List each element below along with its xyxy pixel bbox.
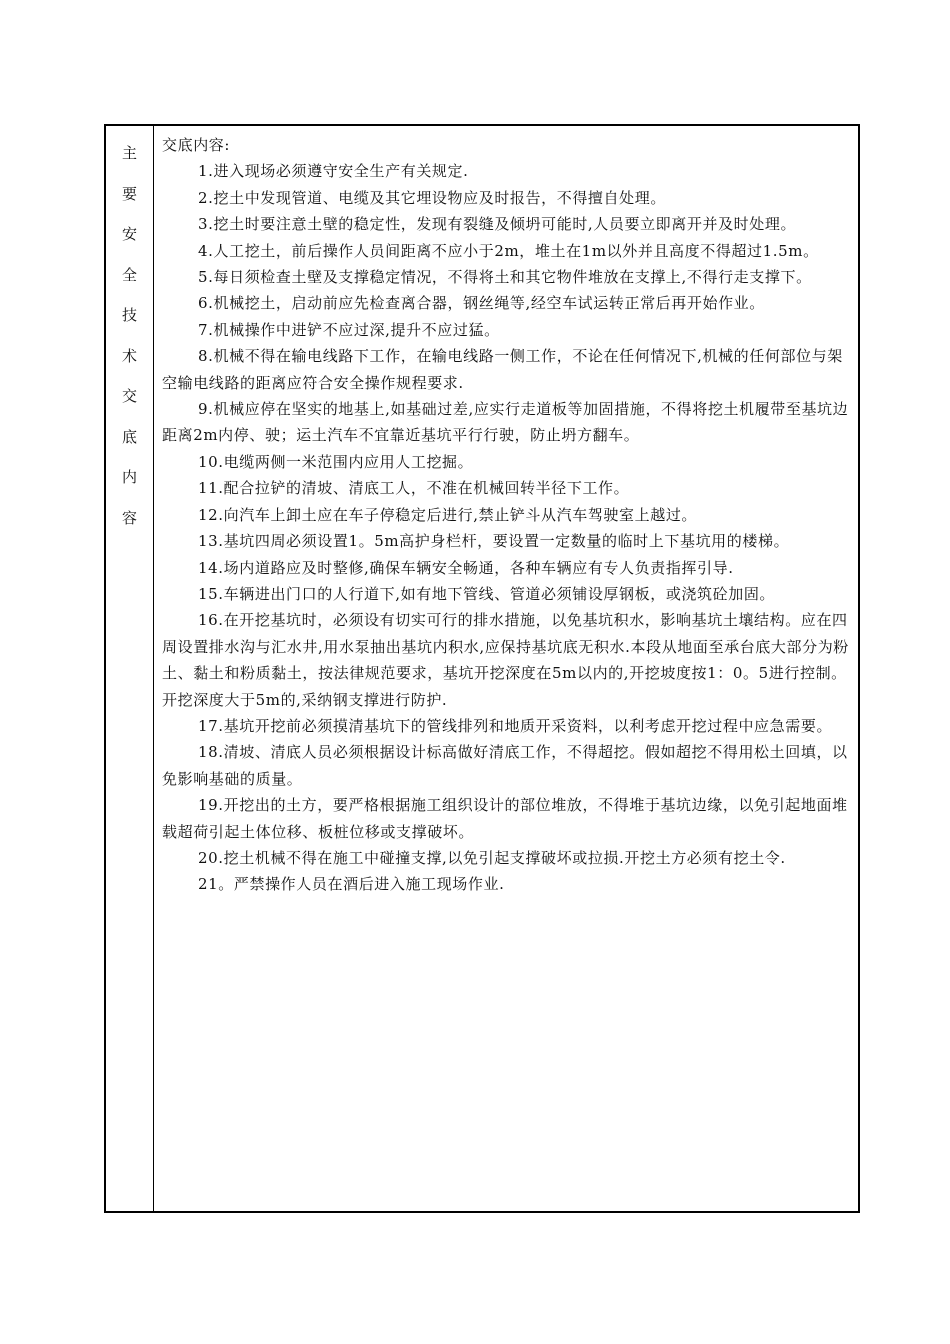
content-item: 21。严禁操作人员在酒后进入施工现场作业. [198,875,505,894]
side-label-char: 内 [121,468,137,486]
content-item: 14.场内道路应及时整修,确保车辆安全畅通，各种车辆应有专人负责指挥引导. [198,558,734,577]
side-label-char: 全 [121,265,137,284]
side-label [106,126,153,538]
disclosure-table [104,124,860,1213]
content-item: 12.向汽车上卸土应在车子停稳定后进行,禁止铲斗从汽车驾驶室上越过。 [198,505,698,524]
content-item: 1.进入现场必须遵守安全生产有关规定. [198,162,469,181]
content-item: 18.清坡、清底人员必须根据设计标高做好清底工作，不得超挖。假如超挖不得用松土回填，以免影响基础的质量。 [162,743,848,788]
content-item: 10.电缆两侧一米范围内应用人工挖掘。 [198,452,474,471]
content-item: 7.机械操作中进铲不应过深,提升不应过猛。 [198,320,500,339]
content-heading: 交底内容: [162,136,231,154]
side-label-char: 术 [121,346,137,365]
content-item: 20.挖土机械不得在施工中碰撞支撑,以免引起支撑破坏或拉损.开挖土方必须有挖土令. [198,848,786,867]
side-label-column [106,126,154,1211]
content-item: 5.每日须检查土壁及支撑稳定情况，不得将土和其它物件堆放在支撑上,不得行走支撑下。 [198,268,812,287]
content-item: 17.基坑开挖前必须摸清基坑下的管线排列和地质开采资料，以利考虑开挖过程中应急需要。 [198,716,833,735]
content-item: 13.基坑四周必须设置1。5m高护身栏杆，要设置一定数量的临时上下基坑用的楼梯。 [198,532,790,551]
side-label-char: 主 [121,144,137,162]
content-item: 3.挖土时要注意土壁的稳定性，发现有裂缝及倾坍可能时,人员要立即离开并及时处理。 [198,215,797,234]
side-label-char: 底 [121,427,137,446]
content-item: 19.开挖出的土方，要严格根据施工组织设计的部位堆放，不得堆于基坑边缘，以免引起地面堆载超荷引起土体位移、板桩位移或支撑破坏。 [162,796,848,841]
content-item: 15.车辆进出门口的人行道下,如有地下管线、管道必须铺设厚钢板，或浇筑砼加固。 [198,584,776,603]
side-label-char: 安 [121,225,137,243]
content-item: 16.在开挖基坑时，必须设有切实可行的排水措施，以免基坑积水，影响基坑土壤结构。应在四周设置排水沟与汇水井,用水泵抽出基坑内积水,应保持基坑底无积水.本段从地面至承台底大部分为粉土、黏土和粉质黏土，按法律规范要求，基坑开挖深度在5m以内的,开挖坡度按1：0。5进行控制。开挖深度大于5m的,采纳钢支撑进行防护. [162,611,849,709]
side-label-char: 技 [121,306,137,324]
content-item: 11.配合拉铲的清坡、清底工人，不准在机械回转半径下工作。 [198,479,630,498]
content-item: 2.挖土中发现管道、电缆及其它埋设物应及时报告，不得擅自处理。 [198,188,666,207]
side-label-char: 交 [121,387,137,405]
side-label-char: 容 [121,508,137,527]
content-item: 6.机械挖土，启动前应先检查离合器，钢丝绳等,经空车试运转正常后再开始作业。 [198,294,765,313]
content-item: 8.机械不得在输电线路下工作，在输电线路一侧工作，不论在任何情况下,机械的任何部位与架空输电线路的距离应符合安全操作规程要求. [162,347,843,392]
side-label-char: 要 [121,184,137,203]
content-item: 4.人工挖土，前后操作人员间距离不应小于2m，堆土在1m以外并且高度不得超过1.5m。 [198,241,819,260]
content-item: 9.机械应停在坚实的地基上,如基础过差,应实行走道板等加固措施，不得将挖土机履带至基坑边距离2m内停、驶；运土汽车不宜靠近基坑平行行驶，防止坍方翻车。 [162,400,849,445]
disclosure-content [162,132,852,898]
